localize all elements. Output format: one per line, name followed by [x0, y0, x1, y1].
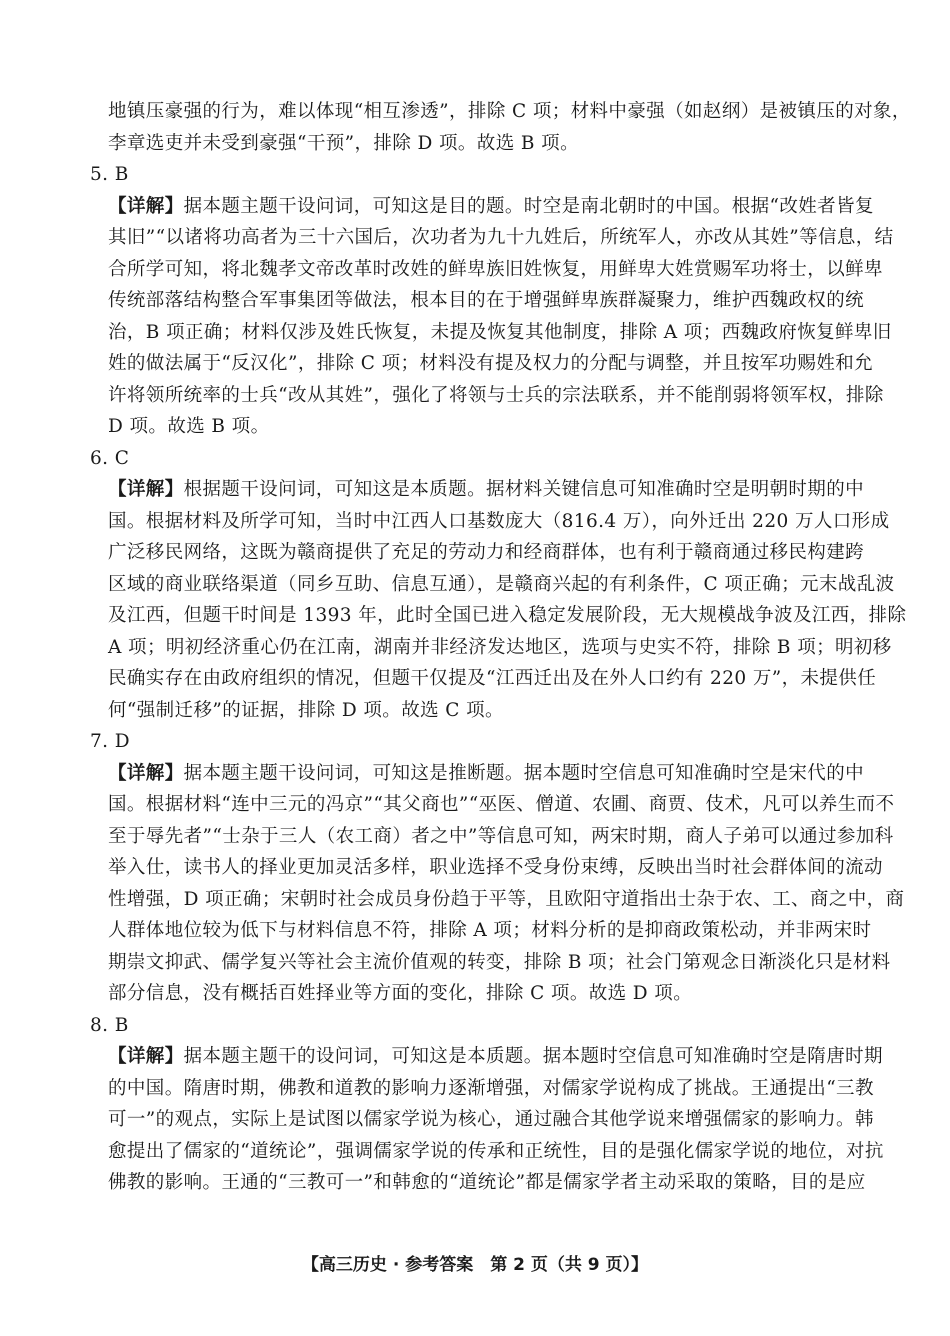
text-line: 至于辱先者”“士杂于三人（农工商）者之中”等信息可知，两宋时期，商人子弟可以通过参加科 [108, 825, 894, 847]
text-line: 据本题主题干设问词，可知这是推断题。据本题时空信息可知准确时空是宋代的中 [183, 762, 865, 784]
detail-tag: 【详解】 [108, 195, 184, 217]
text-line: 部分信息，没有概括百姓择业等方面的变化，排除 C 项。故选 D 项。 [108, 983, 693, 1004]
text-line: 区域的商业联络渠道（同乡互助、信息互通），是赣商兴起的有利条件，C 项正确；元末战乱波 [108, 573, 895, 595]
text-line: 根据题干设问词，可知这是本质题。据材料关键信息可知准确时空是明朝时期的中 [183, 479, 865, 500]
question-number: 7. D [90, 731, 130, 752]
text-line: 期崇文抑武、儒学复兴等社会主流价值观的转变，排除 B 项；社会门第观念日渐淡化只是材料 [108, 951, 891, 973]
text-line: 举入仕，读书人的择业更加灵活多样，职业选择不受身份束缚，反映出当时社会群体间的流动 [108, 857, 883, 878]
text-line: 及江西，但题干时间是 1393 年，此时全国已进入稳定发展阶段，无大规模战争波及江西，排除 [108, 605, 907, 626]
text-line: 据本题主题干的设问词，可知这是本质题。据本题时空信息可知准确时空是隋唐时期 [183, 1046, 883, 1067]
question-number: 8. B [90, 1014, 129, 1036]
detail-line [108, 474, 864, 506]
text-line: 李章选吏并未受到豪强“干预”，排除 D 项。故选 B 项。 [108, 132, 579, 154]
text-line: 传统部落结构整合军事集团等做法，根本目的在于增强鲜卑族群凝聚力，维护西魏政权的统 [108, 290, 865, 311]
detail-tag: 【详解】 [108, 479, 184, 500]
question-number: 5. B [90, 164, 129, 185]
text-line: 广泛移民网络，这既为赣商提供了充足的劳动力和经商群体，也有利于赣商通过移民构建跨 [108, 542, 865, 563]
text-line: 愈提出了儒家的“道统论”，强调儒家学说的传承和正统性，目的是强化儒家学说的地位，对抗 [108, 1140, 884, 1162]
text-line: 国。根据材料“连中三元的冯京”“其父商也”“巫医、僧道、农圃、商贾、伎术，凡可以养生而不 [108, 794, 895, 815]
text-line: 地镇压豪强的行为，难以体现“相互渗透”，排除 C 项；材料中豪强（如赵纲）是被镇压的对象， [108, 101, 911, 122]
text-line: 可一”的观点，实际上是试图以儒家学说为核心，通过融合其他学说来增强儒家的影响力。韩 [108, 1109, 874, 1130]
text-line: 姓的做法属于“反汉化”，排除 C 项；材料没有提及权力的分配与调整，并且按军功赐姓和允 [108, 353, 874, 374]
text-line: 民确实存在由政府组织的情况，但题干仅提及“江西迁出及在外人口约有 220 万”，未提供任 [108, 668, 877, 689]
text-line: 国。根据材料及所学可知，当时中江西人口基数庞大（816.4 万），向外迁出 220 万人口形成 [108, 510, 890, 532]
text-line: 合所学可知，将北魏孝文帝改革时改姓的鲜卑族旧姓恢复，用鲜卑大姓赏赐军功将士，以鲜卑 [108, 258, 883, 280]
detail-line [108, 758, 864, 790]
text-line: A 项；明初经济重心仍在江南，湖南并非经济发达地区，选项与史实不符，排除 B 项；明初移 [108, 636, 892, 658]
text-line: 据本题主题干设问词，可知这是目的题。时空是南北朝时的中国。根据“改姓者皆复 [183, 195, 874, 217]
detail-tag: 【详解】 [108, 762, 184, 784]
text-line: 的中国。隋唐时期，佛教和道教的影响力逐渐增强，对儒家学说构成了挑战。王通提出“三教 [108, 1077, 874, 1099]
text-line: D 项。故选 B 项。 [108, 416, 270, 437]
answer-text-body [90, 96, 911, 1199]
text-line: 其旧”“以诸将功高者为三十六国后，次功者为九十九姓后，所统军人，亦改从其姓”等信息，结 [108, 227, 894, 248]
text-line: 佛教的影响。王通的“三教可一”和韩愈的“道统论”都是儒家学者主动采取的策略，目的是应 [108, 1172, 866, 1193]
detail-line [108, 1041, 883, 1073]
text-line: 许将领所统率的士兵“改从其姓”，强化了将领与士兵的宗法联系，并不能削弱将领军权，排除 [108, 384, 884, 406]
detail-line [108, 191, 874, 223]
text-line: 治，B 项正确；材料仅涉及姓氏恢复，未提及恢复其他制度，排除 A 项；西魏政府恢复鲜卑旧 [108, 321, 892, 343]
text-line: 何“强制迁移”的证据，排除 D 项。故选 C 项。 [108, 699, 504, 721]
page-footer: 【高三历史 · 参考答案 第 2 页（共 9 页）】 [301, 1255, 649, 1275]
question-number: 6. C [90, 447, 130, 469]
detail-tag: 【详解】 [108, 1046, 184, 1067]
text-line: 人群体地位较为低下与材料信息不符，排除 A 项；材料分析的是抑商政策松动，并非两宋时 [108, 920, 872, 941]
text-line: 性增强，D 项正确；宋朝时社会成员身份趋于平等，且欧阳守道指出士杂于农、工、商之中，商 [108, 888, 905, 910]
